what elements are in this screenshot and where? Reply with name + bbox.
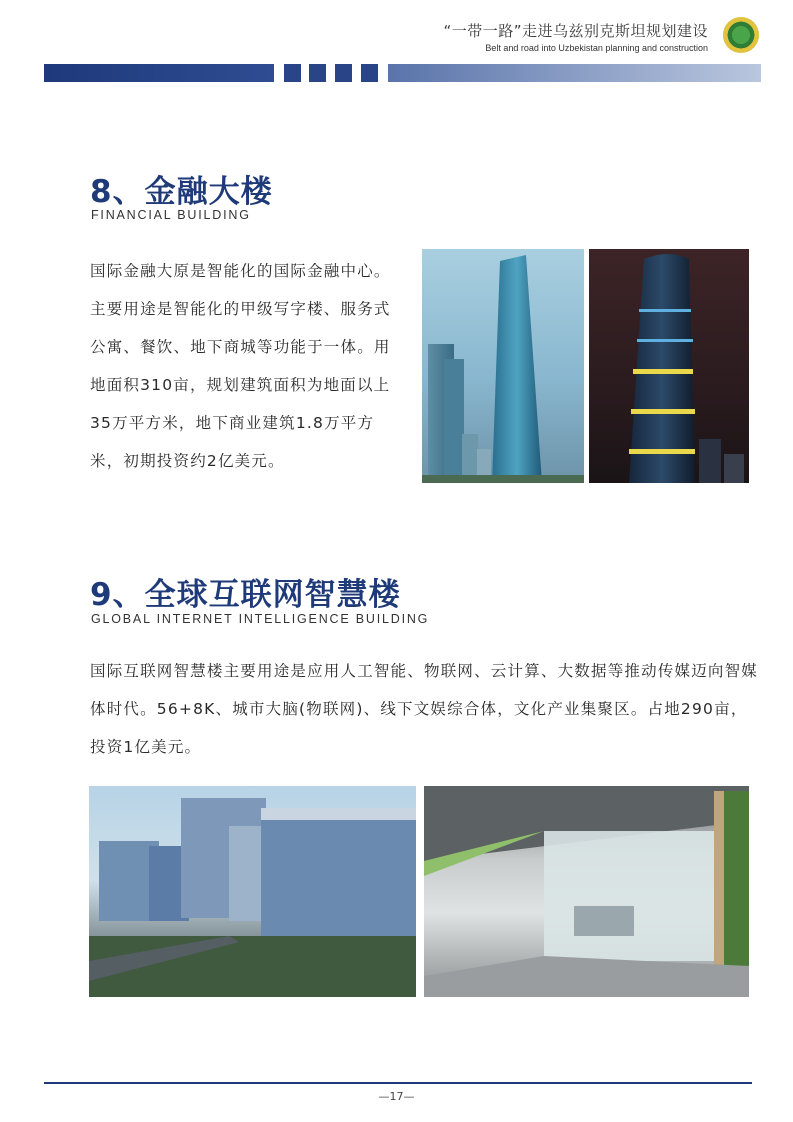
header-bar-right [388,64,761,82]
section-body-internet-building: 国际互联网智慧楼主要用途是应用人工智能、物联网、云计算、大数据等推动传媒迈向智媒体时代。56+8K、城市大脑(物联网)、线下文娱综合体，文化产业集聚区。占地290亩，投资1亿美元。 [90,662,759,756]
section-body-financial-building: 国际金融大原是智能化的国际金融中心。主要用途是智能化的甲级写字楼、服务式公寓、餐饮、地下商城等功能于一体。用地面积310亩，规划建筑面积为地面以上35万平方米，地下商业建筑1.8万平方米，初期投资约2亿美元。 [90,262,391,470]
section-title-internet-building: 9、全球互联网智慧楼 [90,577,401,613]
section-subtitle-financial-building: FINANCIAL BUILDING [91,208,251,222]
header-bar-square-4 [361,64,378,82]
header-bar-square-3 [335,64,352,82]
emblem-logo-icon [723,17,759,53]
header-bar-square-2 [309,64,326,82]
header-title-en: Belt and road into Uzbekistan planning and construction [485,43,708,53]
header-bar-left [44,64,274,82]
footer-line [44,1082,752,1084]
section-title-financial-building: 8、金融大楼 [90,174,273,210]
photo-office-buildings [89,786,416,997]
photo-office-interior [424,786,749,997]
photo-tower-at-night [589,249,749,483]
photo-glass-skyscraper [422,249,584,483]
header-bar-square-1 [284,64,301,82]
section-subtitle-internet-building: GLOBAL INTERNET INTELLIGENCE BUILDING [91,612,430,626]
header-title-cn: “一带一路”走进乌兹别克斯坦规划建设 [443,22,708,40]
page-number: —17— [378,1090,415,1103]
